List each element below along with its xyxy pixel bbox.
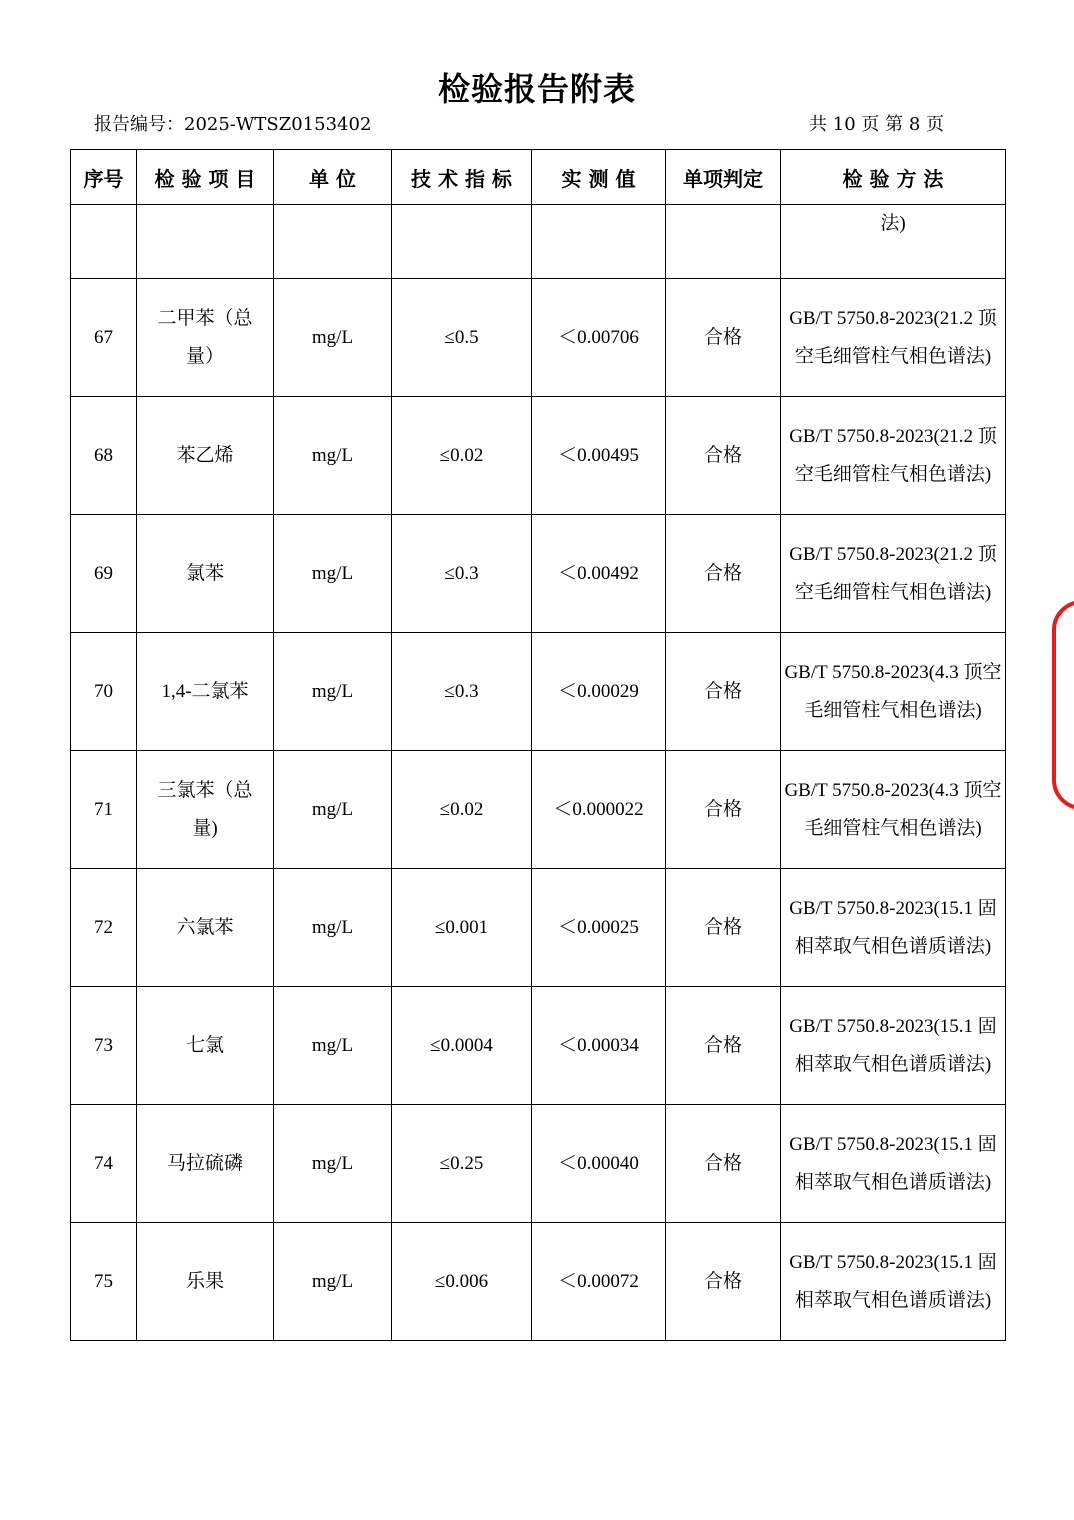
cell-no: 67 [71, 279, 137, 397]
cell-measured: ＜0.00034 [532, 987, 666, 1105]
table-row [71, 987, 1006, 1105]
header-item: 检 验 项 目 [137, 150, 274, 205]
table-row [71, 1223, 1006, 1341]
cell-result: 合格 [666, 1105, 781, 1223]
header-spec: 技 术 指 标 [392, 150, 532, 205]
cell-method: GB/T 5750.8-2023(4.3 顶空毛细管柱气相色谱法) [781, 751, 1006, 869]
cell-item: 1,4-二氯苯 [137, 633, 274, 751]
report-title: 检验报告附表 [437, 70, 636, 108]
cell-method: GB/T 5750.8-2023(21.2 顶空毛细管柱气相色谱法) [781, 397, 1006, 515]
cell-spec: ≤0.0004 [392, 987, 532, 1105]
cell-measured: ＜0.00025 [532, 869, 666, 987]
cell-no: 75 [71, 1223, 137, 1341]
cell-unit: mg/L [274, 1223, 392, 1341]
cell-item [137, 205, 274, 279]
cell-spec: ≤0.3 [392, 633, 532, 751]
table-row-continued [71, 205, 1006, 279]
cell-no: 68 [71, 397, 137, 515]
header-measured: 实 测 值 [532, 150, 666, 205]
cell-result: 合格 [666, 751, 781, 869]
cell-item: 马拉硫磷 [137, 1105, 274, 1223]
cell-spec: ≤0.006 [392, 1223, 532, 1341]
cell-item: 苯乙烯 [137, 397, 274, 515]
cell-item: 二甲苯（总量） [137, 279, 274, 397]
table-row [71, 751, 1006, 869]
cell-measured: ＜0.00495 [532, 397, 666, 515]
cell-result: 合格 [666, 633, 781, 751]
cell-unit: mg/L [274, 279, 392, 397]
table-row [71, 869, 1006, 987]
cell-measured [532, 205, 666, 279]
cell-result: 合格 [666, 279, 781, 397]
cell-spec: ≤0.3 [392, 515, 532, 633]
cell-result: 合格 [666, 1223, 781, 1341]
cell-unit: mg/L [274, 987, 392, 1105]
table-row [71, 279, 1006, 397]
table-row [71, 515, 1006, 633]
cell-measured: ＜0.00072 [532, 1223, 666, 1341]
cell-method: GB/T 5750.8-2023(15.1 固相萃取气相色谱质谱法) [781, 1223, 1006, 1341]
cell-unit [274, 205, 392, 279]
cell-method: GB/T 5750.8-2023(15.1 固相萃取气相色谱质谱法) [781, 869, 1006, 987]
cell-no: 70 [71, 633, 137, 751]
cell-spec: ≤0.02 [392, 397, 532, 515]
cell-result: 合格 [666, 869, 781, 987]
header-result: 单项判定 [666, 150, 781, 205]
cell-measured: ＜0.00040 [532, 1105, 666, 1223]
cell-no: 69 [71, 515, 137, 633]
results-table [70, 149, 1006, 1341]
cell-no: 71 [71, 751, 137, 869]
cell-spec: ≤0.5 [392, 279, 532, 397]
cell-unit: mg/L [274, 751, 392, 869]
cell-no [71, 205, 137, 279]
cell-method: 法) [781, 205, 1006, 279]
cell-unit: mg/L [274, 397, 392, 515]
cell-unit: mg/L [274, 1105, 392, 1223]
table-header-row [71, 150, 1006, 205]
cell-method: GB/T 5750.8-2023(21.2 顶空毛细管柱气相色谱法) [781, 279, 1006, 397]
cell-item: 氯苯 [137, 515, 274, 633]
cell-method: GB/T 5750.8-2023(21.2 顶空毛细管柱气相色谱法) [781, 515, 1006, 633]
cell-method: GB/T 5750.8-2023(4.3 顶空毛细管柱气相色谱法) [781, 633, 1006, 751]
cell-measured: ＜0.000022 [532, 751, 666, 869]
cell-measured: ＜0.00492 [532, 515, 666, 633]
cell-result: 合格 [666, 987, 781, 1105]
cell-spec: ≤0.001 [392, 869, 532, 987]
cell-method: GB/T 5750.8-2023(15.1 固相萃取气相色谱质谱法) [781, 987, 1006, 1105]
cell-unit: mg/L [274, 869, 392, 987]
cell-unit: mg/L [274, 515, 392, 633]
red-seal-stamp [1052, 600, 1074, 810]
cell-result [666, 205, 781, 279]
cell-unit: mg/L [274, 633, 392, 751]
table-row [71, 397, 1006, 515]
cell-spec: ≤0.02 [392, 751, 532, 869]
cell-item: 三氯苯（总量) [137, 751, 274, 869]
cell-item: 六氯苯 [137, 869, 274, 987]
cell-no: 74 [71, 1105, 137, 1223]
cell-item: 七氯 [137, 987, 274, 1105]
cell-measured: ＜0.00706 [532, 279, 666, 397]
cell-no: 72 [71, 869, 137, 987]
header-no: 序号 [71, 150, 137, 205]
cell-measured: ＜0.00029 [532, 633, 666, 751]
cell-method: GB/T 5750.8-2023(15.1 固相萃取气相色谱质谱法) [781, 1105, 1006, 1223]
cell-result: 合格 [666, 515, 781, 633]
table-row [71, 1105, 1006, 1223]
page-info: 共 10 页 第 8 页 [809, 114, 944, 135]
cell-spec: ≤0.25 [392, 1105, 532, 1223]
cell-spec [392, 205, 532, 279]
cell-item: 乐果 [137, 1223, 274, 1341]
header-unit: 单 位 [274, 150, 392, 205]
cell-no: 73 [71, 987, 137, 1105]
report-number: 报告编号：2025-WTSZ0153402 [94, 114, 372, 135]
header-method: 检 验 方 法 [781, 150, 1006, 205]
table-row [71, 633, 1006, 751]
cell-result: 合格 [666, 397, 781, 515]
